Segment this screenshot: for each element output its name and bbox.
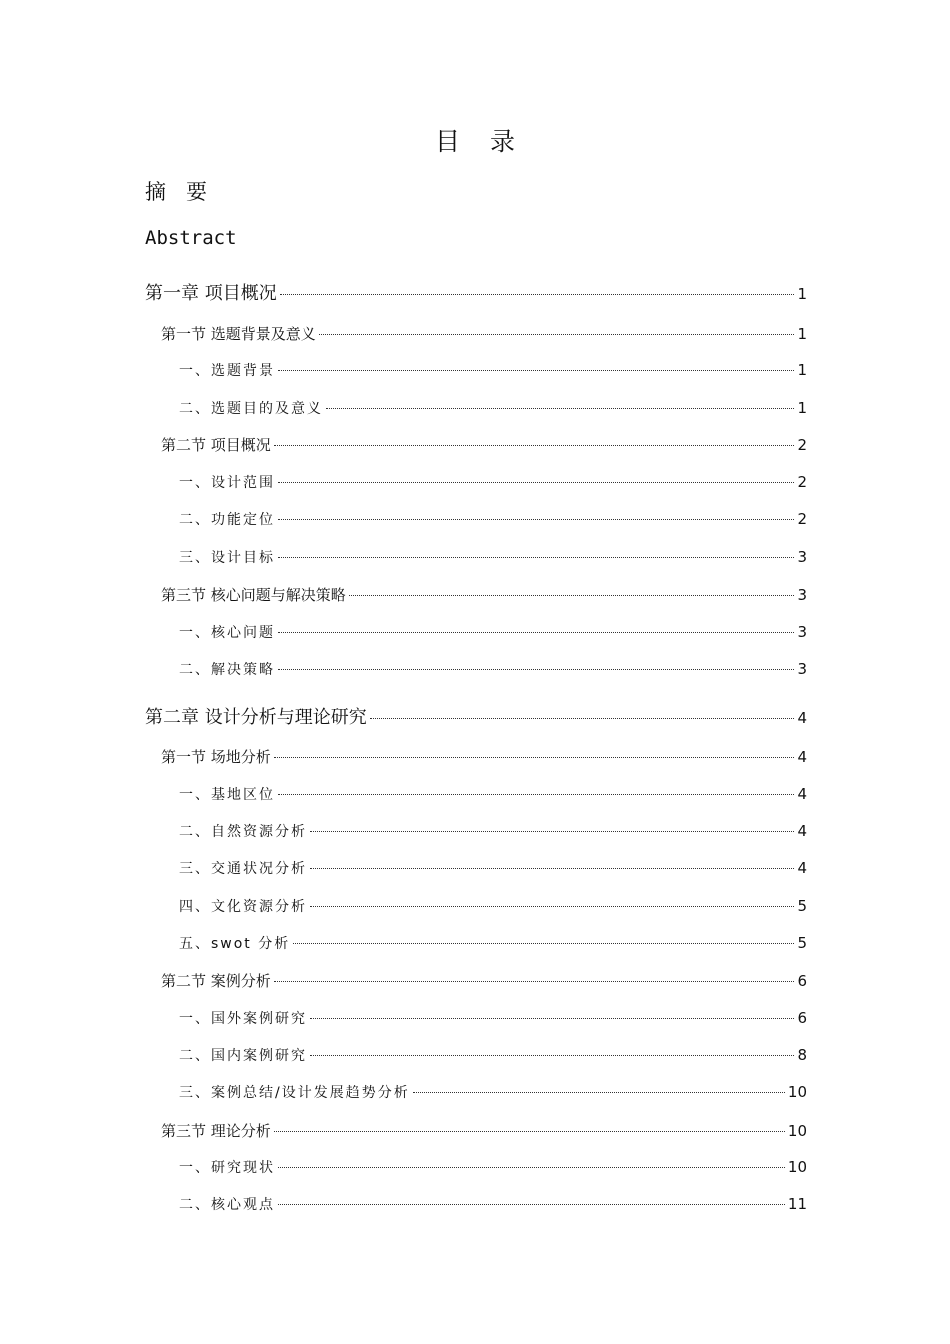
toc-chapter-entry[interactable] — [145, 279, 807, 305]
toc-entry-title: 二、功能定位 — [179, 512, 275, 528]
toc-entry-title: 三、案例总结/设计发展趋势分析 — [179, 1085, 410, 1101]
toc-dot-leader — [278, 632, 794, 633]
toc-page-number: 10 — [787, 1083, 807, 1101]
toc-subsection-entry[interactable] — [179, 1008, 807, 1028]
toc-dot-leader — [310, 906, 794, 907]
toc-entry-title: 五、swot 分析 — [179, 936, 291, 952]
toc-entry-title: 一、研究现状 — [179, 1160, 275, 1176]
toc-subsection-entry[interactable] — [179, 933, 807, 953]
abstract-en-heading: Abstract — [145, 227, 237, 249]
toc-dot-leader — [274, 445, 795, 446]
toc-page-number: 8 — [797, 1046, 807, 1064]
toc-dot-leader — [274, 981, 795, 982]
toc-dot-leader — [349, 595, 795, 596]
toc-page-number: 2 — [797, 436, 807, 454]
toc-subsection-entry[interactable] — [179, 622, 807, 642]
toc-entry-title: 三、设计目标 — [179, 550, 275, 566]
toc-subsection-entry[interactable] — [179, 1045, 807, 1065]
toc-page-number: 4 — [797, 785, 807, 803]
toc-dot-leader — [278, 557, 794, 558]
toc-subsection-entry[interactable] — [179, 896, 807, 916]
toc-entry-title: 一、选题背景 — [179, 363, 275, 379]
toc-page-number: 1 — [797, 285, 807, 303]
toc-page-number: 2 — [797, 510, 807, 528]
abstract-cn-heading: 摘要 — [145, 180, 227, 204]
toc-section-entry[interactable] — [161, 1120, 807, 1141]
toc-page-number: 2 — [797, 473, 807, 491]
toc-section-entry[interactable] — [161, 323, 807, 344]
toc-page-number: 6 — [797, 972, 807, 990]
toc-page-number: 4 — [797, 822, 807, 840]
toc-page-number: 1 — [797, 325, 807, 343]
toc-subsection-entry[interactable] — [179, 858, 807, 878]
toc-subsection-entry[interactable] — [179, 1157, 807, 1177]
toc-section-entry[interactable] — [161, 584, 807, 605]
toc-page-number: 10 — [787, 1122, 807, 1140]
toc-section-entry[interactable] — [161, 970, 807, 991]
toc-dot-leader — [278, 1204, 785, 1205]
toc-subsection-entry[interactable] — [179, 360, 807, 380]
toc-dot-leader — [310, 1055, 794, 1056]
toc-page-number: 3 — [797, 548, 807, 566]
toc-page-number: 1 — [797, 399, 807, 417]
toc-subsection-entry[interactable] — [179, 659, 807, 679]
toc-section-entry[interactable] — [161, 434, 807, 455]
toc-entry-title: 二、解决策略 — [179, 662, 275, 678]
toc-section-entry[interactable] — [161, 746, 807, 767]
toc-dot-leader — [310, 831, 794, 832]
toc-dot-leader — [280, 294, 795, 295]
toc-subsection-entry[interactable] — [179, 547, 807, 567]
toc-entry-title: 第二节 案例分析 — [161, 972, 271, 990]
toc-entry-title: 第三节 核心问题与解决策略 — [161, 586, 346, 604]
toc-dot-leader — [278, 370, 794, 371]
toc-dot-leader — [274, 1131, 785, 1132]
toc-subsection-entry[interactable] — [179, 509, 807, 529]
toc-subsection-entry[interactable] — [179, 472, 807, 492]
toc-subsection-entry[interactable] — [179, 784, 807, 804]
toc-subsection-entry[interactable] — [179, 1194, 807, 1214]
toc-dot-leader — [274, 757, 795, 758]
toc-dot-leader — [413, 1092, 785, 1093]
toc-entry-title: 二、核心观点 — [179, 1197, 275, 1213]
toc-page-number: 5 — [797, 934, 807, 952]
toc-entry-title: 一、国外案例研究 — [179, 1011, 307, 1027]
toc-dot-leader — [370, 718, 795, 719]
toc-entry-title: 三、交通状况分析 — [179, 861, 307, 877]
toc-dot-leader — [293, 943, 794, 944]
toc-page-number: 11 — [787, 1195, 807, 1213]
page-title: 目录 — [434, 127, 545, 156]
toc-dot-leader — [278, 519, 794, 520]
toc-entry-title: 第一节 选题背景及意义 — [161, 325, 316, 343]
toc-dot-leader — [310, 868, 794, 869]
toc-entry-title: 第一节 场地分析 — [161, 748, 271, 766]
toc-subsection-entry[interactable] — [179, 398, 807, 418]
toc-page-number: 4 — [797, 748, 807, 766]
toc-entry-title: 一、核心问题 — [179, 625, 275, 641]
toc-dot-leader — [319, 334, 795, 335]
toc-entry-title: 一、基地区位 — [179, 787, 275, 803]
toc-entry-title: 二、国内案例研究 — [179, 1048, 307, 1064]
toc-entry-title: 第二节 项目概况 — [161, 436, 271, 454]
toc-subsection-entry[interactable] — [179, 821, 807, 841]
toc-entry-title: 第二章 设计分析与理论研究 — [145, 707, 367, 728]
toc-page-number: 5 — [797, 897, 807, 915]
toc-dot-leader — [278, 482, 794, 483]
toc-page-number: 3 — [797, 623, 807, 641]
toc-page-number: 6 — [797, 1009, 807, 1027]
toc-dot-leader — [278, 669, 794, 670]
toc-entry-title: 第三节 理论分析 — [161, 1122, 271, 1140]
toc-entry-title: 二、选题目的及意义 — [179, 401, 323, 417]
toc-page-number: 1 — [797, 361, 807, 379]
toc-entry-title: 二、自然资源分析 — [179, 824, 307, 840]
toc-page-number: 3 — [797, 660, 807, 678]
toc-page-number: 3 — [797, 586, 807, 604]
toc-entry-title: 四、文化资源分析 — [179, 899, 307, 915]
toc-dot-leader — [278, 794, 794, 795]
toc-page-number: 10 — [787, 1158, 807, 1176]
toc-page-number: 4 — [797, 859, 807, 877]
toc-chapter-entry[interactable] — [145, 703, 807, 729]
toc-entry-title: 第一章 项目概况 — [145, 283, 277, 304]
toc-page-number: 4 — [797, 709, 807, 727]
toc-entry-title: 一、设计范围 — [179, 475, 275, 491]
toc-subsection-entry[interactable] — [179, 1082, 807, 1102]
toc-dot-leader — [310, 1018, 794, 1019]
toc-dot-leader — [326, 408, 794, 409]
toc-dot-leader — [278, 1167, 785, 1168]
